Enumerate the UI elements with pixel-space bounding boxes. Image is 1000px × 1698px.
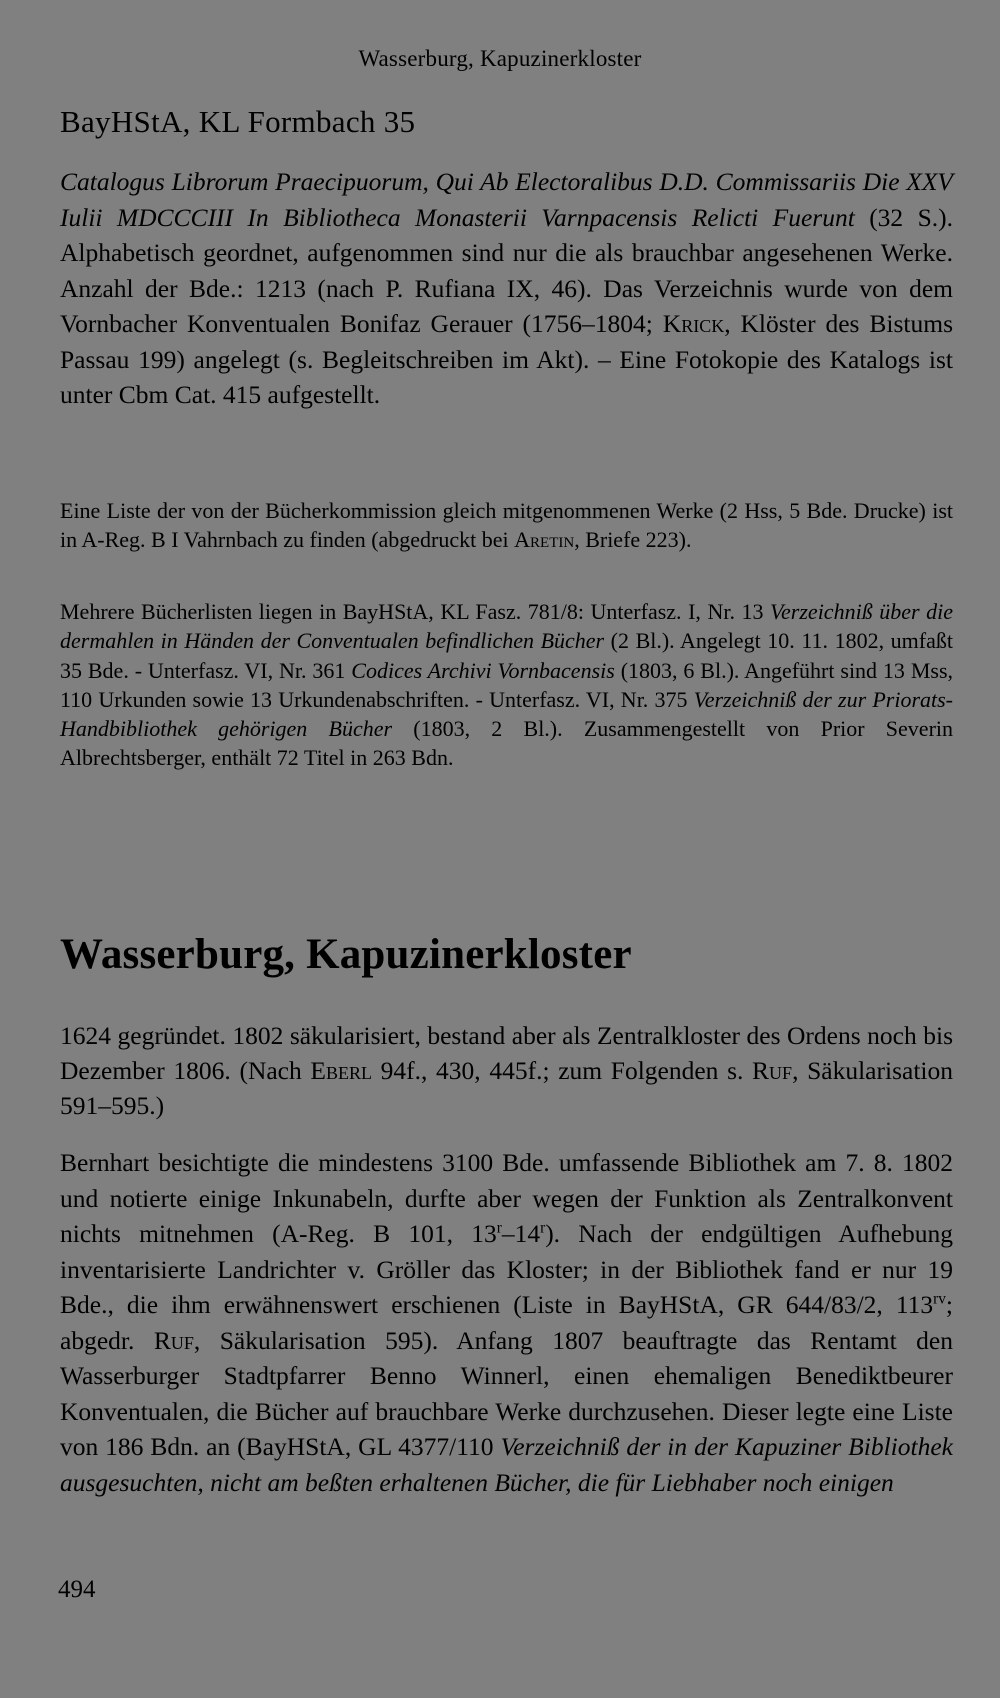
author-smallcaps: Aretin [514, 527, 575, 553]
author-smallcaps: Eberl [310, 1056, 372, 1085]
main-heading: Wasserburg, Kapuzinerkloster [60, 931, 632, 978]
author-smallcaps: Krick [662, 309, 725, 338]
catalog-paragraph [60, 164, 953, 413]
text-run: , Klöster des Bistums Passau 199) angelegt (s. Begleitschreiben im Akt). – Eine Fotokopie des Katalogs ist unter Cbm Cat. 415 aufgestellt. [60, 309, 953, 409]
text-run: (32 S.). Alphabetisch geordnet, aufgenommen sind nur die als brauchbar angesehenen Werke. Anzahl der Bde.: 1213 (nach P. Rufiana IX, 46). Das Verzeichnis wurde von dem Vornbacher Konventualen Bonifaz Gerauer (1756–1804; [60, 202, 953, 338]
note-paragraph [60, 597, 953, 773]
superscript: r [496, 1219, 502, 1237]
author-smallcaps: Ruf [752, 1056, 793, 1085]
history-paragraph [60, 1018, 953, 1123]
italic-title: Verzeichniß der in der Kapuziner Bibliothek ausgesuchten, nicht am beßten erhaltenen Bücher, die für Liebhaber noch einigen [60, 1432, 953, 1497]
section-heading: BayHStA, KL Formbach 35 [60, 104, 416, 139]
text-run: (2 Bl.). Angelegt 10. 11. 1802, umfaßt 35 Bde. - Unterfasz. VI, Nr. 361 [60, 628, 953, 683]
superscript: r [540, 1219, 546, 1237]
catalog-title: Catalogus Librorum Praecipuorum, Qui Ab Electoralibus D.D. Commissariis Die XXV Iulii MDCCCIII In Bibliotheca Monasterii Varnpacensis Relicti Fuerunt [60, 167, 953, 232]
page-number: 494 [58, 1576, 96, 1603]
italic-title: Verzeichniß der zur Priorats-Handbibliothek gehörigen Bücher [60, 686, 954, 742]
italic-title: Verzeichniß über die dermahlen in Händen der Conventualen befindlichen Bücher [60, 599, 953, 654]
text-run: , Säkularisation 591–595.) [60, 1056, 953, 1120]
author-smallcaps: Ruf [153, 1325, 194, 1355]
superscript: rv [933, 1290, 946, 1308]
library-paragraph [60, 1145, 953, 1500]
text-run: , Briefe 223). [574, 527, 692, 553]
text-run: –14 [501, 1219, 541, 1248]
text-run: , Säkularisation 595). Anfang 1807 beauftragte das Rentamt den Wasserburger Stadtpfarrer Benno Winnerl, einen ehemaligen Benediktbeurer Konventualen, die Bücher auf brauchbare Werke durchzusehen. Dieser legte eine Liste von 186 Bdn. an (BayHStA, GL 4377/110 [60, 1325, 953, 1461]
text-run: 1624 gegründet. 1802 säkularisiert, bestand aber als Zentralkloster des Ordens noch bis Dezember 1806. (Nach [60, 1021, 953, 1085]
text-run: ; abgedr. [60, 1290, 953, 1355]
italic-title: Codices Archivi Vornbacensis [351, 657, 615, 683]
running-head: Wasserburg, Kapuzinerkloster [358, 46, 642, 71]
text-run: Eine Liste der von der Bücherkommission gleich mitgenommenen Werke (2 Hss, 5 Bde. Drucke) ist in A-Reg. B I Vahrnbach zu finden (abgedruckt bei [60, 498, 953, 553]
text-run: ). Nach der endgültigen Aufhebung inventarisierte Landrichter v. Gröller das Kloster; in der Bibliothek fand er nur 19 Bde., die ihm erwähnenswert erschienen (Liste in BayHStA, GR 644/83/2, 113 [60, 1219, 953, 1319]
text-run: (1803, 2 Bl.). Zusammengestellt von Prior Severin Albrechtsberger, enthält 72 Titel in 263 Bdn. [60, 716, 954, 771]
text-run: (1803, 6 Bl.). Angeführt sind 13 Mss, 110 Urkunden sowie 13 Urkundenabschriften. - Unterfasz. VI, Nr. 375 [60, 657, 954, 712]
note-paragraph [60, 496, 953, 555]
text-run: 94f., 430, 445f.; zum Folgenden s. [372, 1056, 753, 1085]
text-run: Bernhart besichtigte die mindestens 3100 Bde. umfassende Bibliothek am 7. 8. 1802 und notierte einige Inkunabeln, durfte aber wegen der Funktion als Zentralkonvent nichts mitnehmen (A-Reg. B 101, 13 [60, 1148, 953, 1248]
text-run: Mehrere Bücherlisten liegen in BayHStA, KL Fasz. 781/8: Unterfasz. I, Nr. 13 [60, 599, 771, 624]
